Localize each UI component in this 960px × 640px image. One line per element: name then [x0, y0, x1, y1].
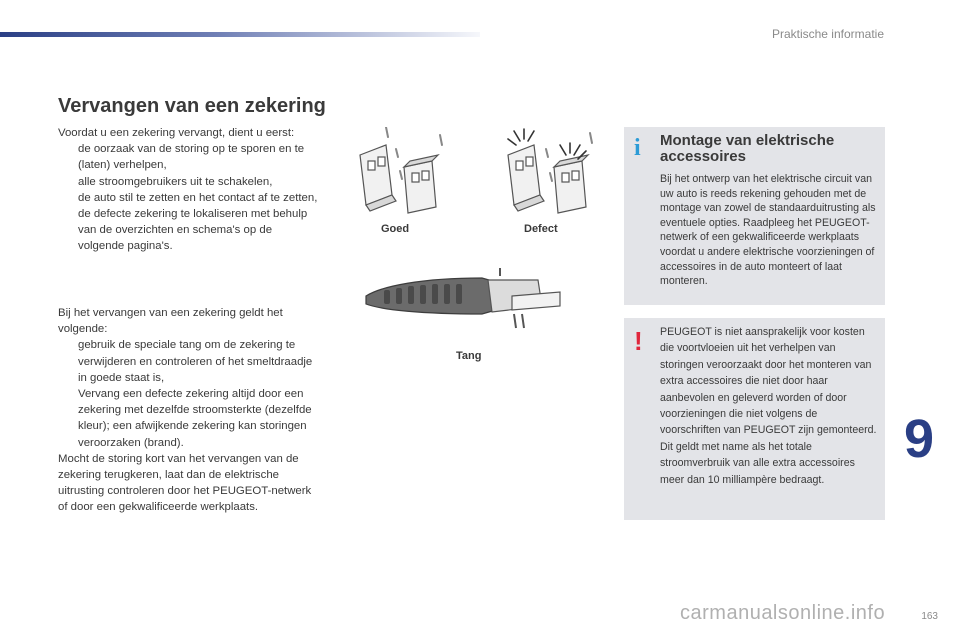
list-item: [58, 206, 320, 255]
list-item: [58, 141, 320, 173]
section-name: Praktische informatie: [771, 27, 884, 41]
list-item-text: alle stroomgebruikers uit te schakelen,: [78, 175, 273, 188]
info-title: Montage van elektrische accessoires: [660, 132, 835, 165]
pliers-label: Tang: [456, 350, 482, 362]
list-item-text: gebruik de speciale tang om de zekering te verwijderen en controleren of het smeltdraadje in goede staat is,: [78, 339, 313, 384]
intro-section: [58, 125, 320, 255]
defect-label: Defect: [524, 223, 558, 235]
info-box: [624, 127, 885, 305]
replace-section: [58, 305, 320, 516]
page-number: 163: [921, 611, 938, 622]
list-item: [58, 174, 320, 190]
warning-box: [624, 318, 885, 520]
info-text: Bij het ontwerp van het elektrische circuit van uw auto is reeds rekening gehouden met de montage van zowel de standaarduitrusting als eventuele opties. Raadpleeg het PEUGEOT-netwerk of een gekwalificeerde werkplaats voordat u andere elektrische voorzieningen of accessoires in de auto monteert of laat monteren.: [660, 173, 876, 288]
good-fuse-illustration: [352, 127, 448, 217]
good-label: Goed: [381, 223, 410, 235]
list-item: [58, 337, 320, 386]
list-item-text: de auto stil te zetten en het contact af te zetten,: [78, 191, 318, 204]
info-icon: i: [634, 135, 641, 161]
list-item-text: Vervang een defecte zekering altijd door een zekering met dezelfde stroomsterkte (dezelfde kleur); een afwijkende zekering kan storingen veroorzaken (brand).: [78, 388, 312, 449]
list-item: [58, 386, 320, 451]
header-accent-bar: [0, 32, 480, 37]
pliers-illustration: [362, 266, 562, 336]
replace-closing: Mocht de storing kort van het vervangen van de zekering terugkeren, laat dan de elektrische uitrusting controleren door het PEUGEOT-netwerk of door een gekwalificeerde werkplaats.: [58, 452, 312, 514]
warning-icon: !: [634, 326, 643, 356]
intro-lead: Voordat u een zekering vervangt, dient u eerst:: [58, 127, 295, 139]
chapter-number: 9: [904, 409, 935, 469]
intro-list: [58, 141, 320, 254]
list-item-text: de oorzaak van de storing op te sporen en te (laten) verhelpen,: [78, 143, 305, 172]
warning-text: PEUGEOT is niet aansprakelijk voor kosten die voortvloeien uit het verhelpen van storingen veroorzaakt door het monteren van extra accessoires die niet door haar aanbevolen en geleverd worden of door voorzieningen die niet volgens de voorschriften van PEUGEOT zijn gemonteerd. Dit geldt met name als het totale stroomverbruik van alle extra accessoires meer dan 10 milliampère bedraagt.: [660, 326, 877, 486]
page-title: Vervangen van een zekering: [58, 95, 326, 117]
list-item: [58, 190, 320, 206]
replace-list: [58, 337, 320, 450]
watermark: carmanualsonline.info: [680, 602, 886, 624]
replace-lead: Bij het vervangen van een zekering geldt het volgende:: [58, 307, 283, 336]
defective-fuse-illustration: [498, 127, 598, 217]
list-item-text: de defecte zekering te lokaliseren met behulp van de overzichten en schema's op de volgende pagina's.: [78, 208, 308, 253]
